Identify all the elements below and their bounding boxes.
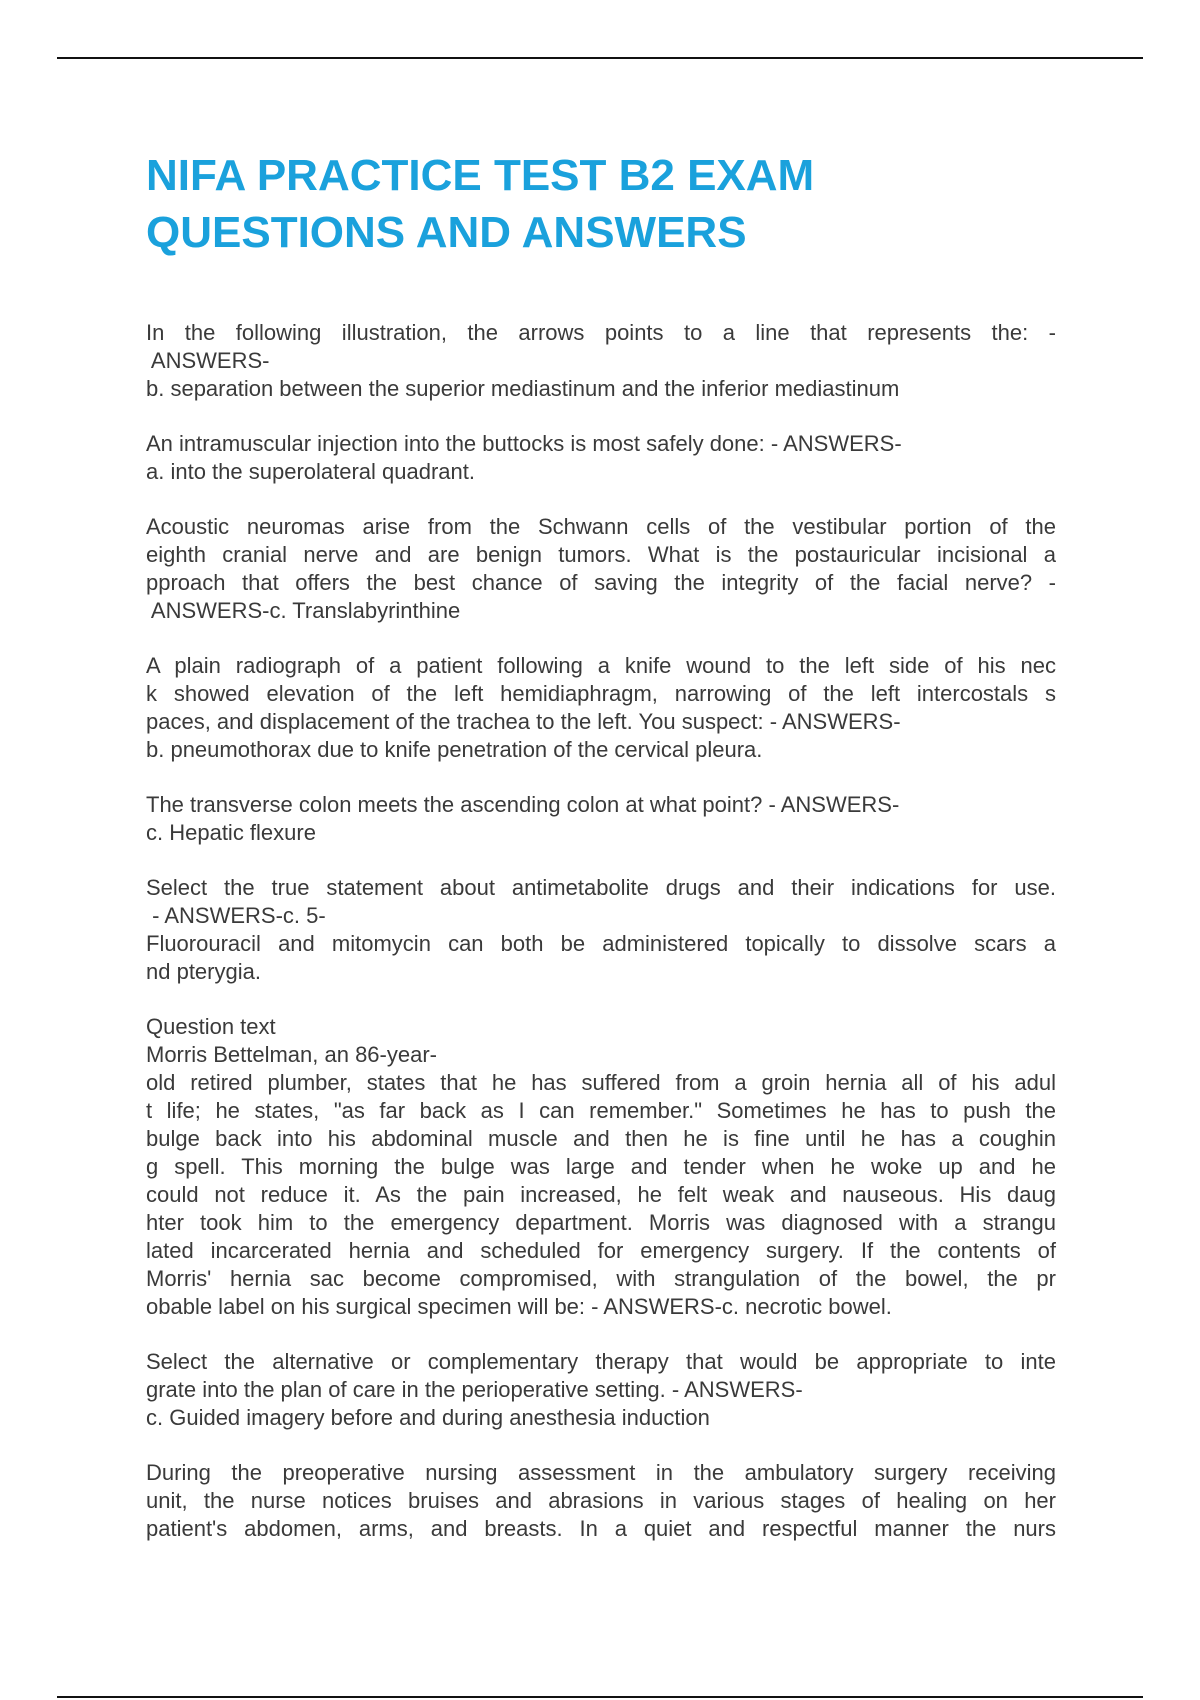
qa-item <box>146 319 1056 403</box>
qa-item <box>146 652 1056 764</box>
qa-line: a. into the superolateral quadrant. <box>146 459 476 484</box>
qa-line: b. separation between the superior mediastinum and the inferior mediastinum <box>146 376 900 401</box>
title-line: NIFA PRACTICE TEST B2 EXAM <box>146 151 815 200</box>
document-title <box>146 147 1056 261</box>
qa-line: Acoustic neuromas arise from the Schwann cells of the vestibular portion of the <box>146 514 1056 539</box>
qa-line: Question text <box>146 1014 276 1039</box>
qa-line: paces, and displacement of the trachea to the left. You suspect: - ANSWERS- <box>146 709 901 734</box>
qa-line: obable label on his surgical specimen will be: - ANSWERS-c. necrotic bowel. <box>146 1294 892 1319</box>
qa-line: pproach that offers the best chance of saving the integrity of the facial nerve? - <box>146 570 1056 595</box>
qa-line: t life; he states, "as far back as I can remember." Sometimes he has to push the <box>146 1098 1056 1123</box>
top-rule <box>57 57 1143 59</box>
qa-line: nd pterygia. <box>146 959 261 984</box>
qa-line: c. Guided imagery before and during anesthesia induction <box>146 1405 710 1430</box>
qa-line: old retired plumber, states that he has suffered from a groin hernia all of his adul <box>146 1070 1056 1095</box>
qa-line: c. Hepatic flexure <box>146 820 316 845</box>
qa-item <box>146 513 1056 625</box>
qa-line: In the following illustration, the arrows points to a line that represents the: - <box>146 320 1056 345</box>
qa-line: Select the true statement about antimetabolite drugs and their indications for use. <box>146 875 1056 900</box>
qa-list <box>146 319 1056 1543</box>
qa-line: During the preoperative nursing assessment in the ambulatory surgery receiving <box>146 1460 1056 1485</box>
qa-item <box>146 1013 1056 1321</box>
qa-item <box>146 874 1056 986</box>
bottom-rule <box>57 1696 1143 1698</box>
qa-line: patient's abdomen, arms, and breasts. In a quiet and respectful manner the nurs <box>146 1516 1056 1541</box>
qa-line: eighth cranial nerve and are benign tumors. What is the postauricular incisional a <box>146 542 1056 567</box>
qa-line: A plain radiograph of a patient following a knife wound to the left side of his nec <box>146 653 1056 678</box>
qa-line: ANSWERS-c. Translabyrinthine <box>146 598 461 623</box>
qa-line: k showed elevation of the left hemidiaphragm, narrowing of the left intercostals s <box>146 681 1056 706</box>
title-line: QUESTIONS AND ANSWERS <box>146 208 747 257</box>
qa-line: grate into the plan of care in the perioperative setting. - ANSWERS- <box>146 1377 803 1402</box>
qa-line: unit, the nurse notices bruises and abrasions in various stages of healing on her <box>146 1488 1056 1513</box>
qa-line: lated incarcerated hernia and scheduled for emergency surgery. If the contents of <box>146 1238 1056 1263</box>
document-body <box>146 147 1056 1570</box>
qa-line: Select the alternative or complementary therapy that would be appropriate to inte <box>146 1349 1056 1374</box>
qa-item <box>146 791 1056 847</box>
qa-line: Fluorouracil and mitomycin can both be administered topically to dissolve scars a <box>146 931 1056 956</box>
qa-item <box>146 1459 1056 1543</box>
qa-line: hter took him to the emergency department. Morris was diagnosed with a strangu <box>146 1210 1056 1235</box>
qa-line: ANSWERS- <box>146 348 270 373</box>
qa-line: The transverse colon meets the ascending colon at what point? - ANSWERS- <box>146 792 900 817</box>
qa-line: Morris' hernia sac become compromised, with strangulation of the bowel, the pr <box>146 1266 1056 1291</box>
qa-line: b. pneumothorax due to knife penetration of the cervical pleura. <box>146 737 763 762</box>
qa-item <box>146 1348 1056 1432</box>
qa-line: bulge back into his abdominal muscle and then he is fine until he has a coughin <box>146 1126 1056 1151</box>
qa-line: Morris Bettelman, an 86-year- <box>146 1042 437 1067</box>
qa-line: could not reduce it. As the pain increased, he felt weak and nauseous. His daug <box>146 1182 1056 1207</box>
qa-item <box>146 430 1056 486</box>
qa-line: g spell. This morning the bulge was large and tender when he woke up and he <box>146 1154 1056 1179</box>
qa-line: - ANSWERS-c. 5- <box>146 903 326 928</box>
qa-line: An intramuscular injection into the buttocks is most safely done: - ANSWERS- <box>146 431 902 456</box>
